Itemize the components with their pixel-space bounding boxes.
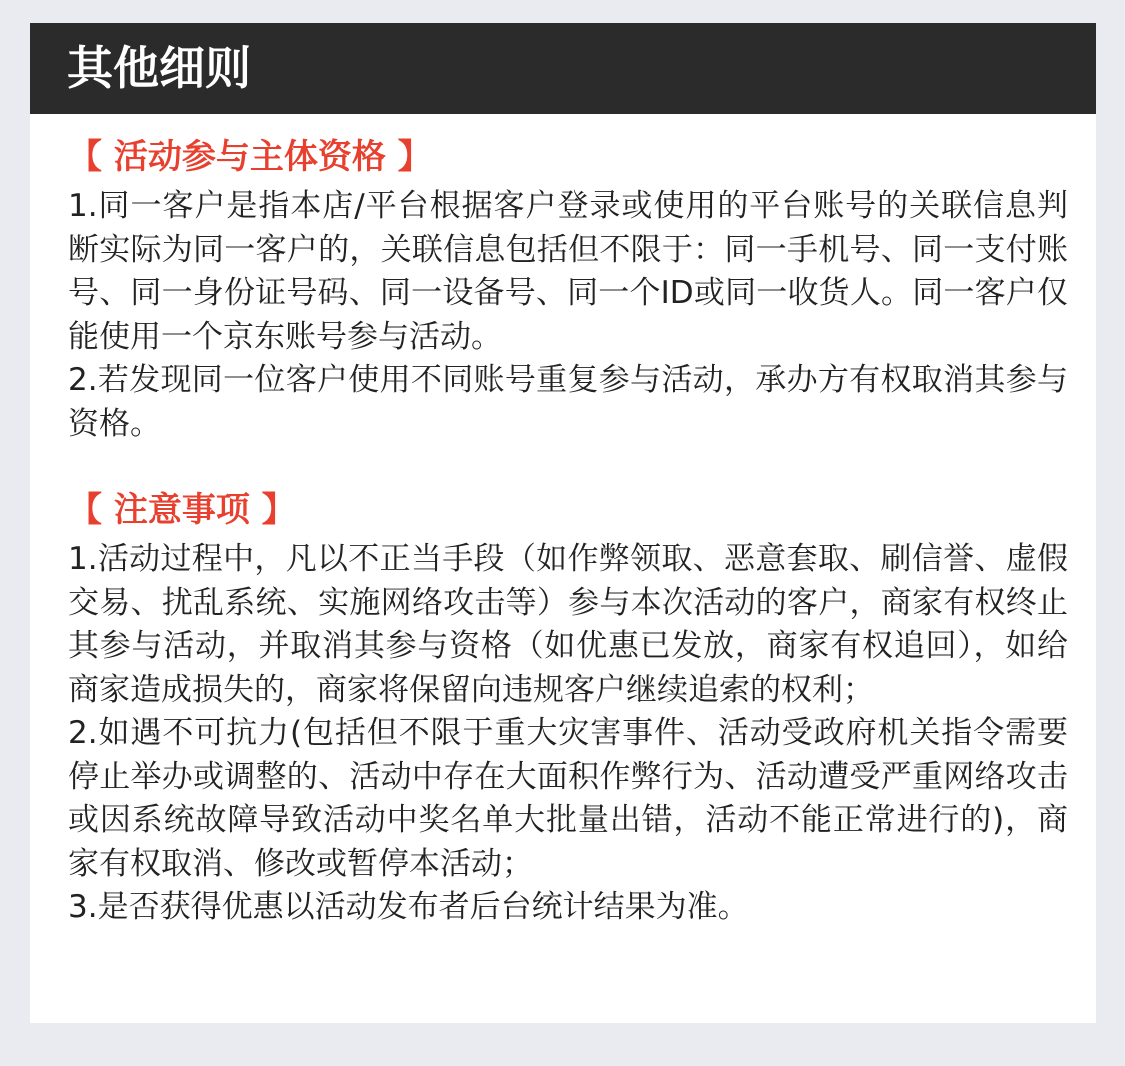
section-heading-eligibility: 【 活动参与主体资格 】 (68, 137, 432, 177)
section-notes (68, 488, 1068, 930)
paragraph: 2.如遇不可抗力(包括但不限于重大灾害事件、活动受政府机关指令需要停止举办或调整的、活动中存在大面积作弊行为、活动遭受严重网络攻击或因系统故障导致活动中奖名单大批量出错，活动不能正常进行的)，商家有权取消、修改或暂停本活动； (68, 715, 1068, 882)
rules-card (30, 23, 1096, 1023)
paragraph: 1.活动过程中，凡以不正当手段（如作弊领取、恶意套取、刷信誉、虚假交易、扰乱系统、实施网络攻击等）参与本次活动的客户，商家有权终止其参与活动，并取消其参与资格（如优惠已发放，商家有权追回），如给商家造成损失的，商家将保留向违规客户继续追索的权利； (68, 541, 1068, 708)
page-title: 其他细则 (67, 41, 251, 95)
section-heading-notes: 【 注意事项 】 (68, 490, 296, 530)
section-body-eligibility (68, 185, 1068, 446)
paragraph: 1.同一客户是指本店/平台根据客户登录或使用的平台账号的关联信息判断实际为同一客户的，关联信息包括但不限于：同一手机号、同一支付账号、同一身份证号码、同一设备号、同一个ID或同一收货人。同一客户仅能使用一个京东账号参与活动。 (68, 188, 1068, 355)
header-bar (30, 23, 1096, 114)
section-body-notes (68, 538, 1068, 930)
paragraph: 2.若发现同一位客户使用不同账号重复参与活动，承办方有权取消其参与资格。 (68, 362, 1068, 442)
section-eligibility (68, 135, 1068, 446)
paragraph: 3.是否获得优惠以活动发布者后台统计结果为准。 (68, 889, 749, 925)
